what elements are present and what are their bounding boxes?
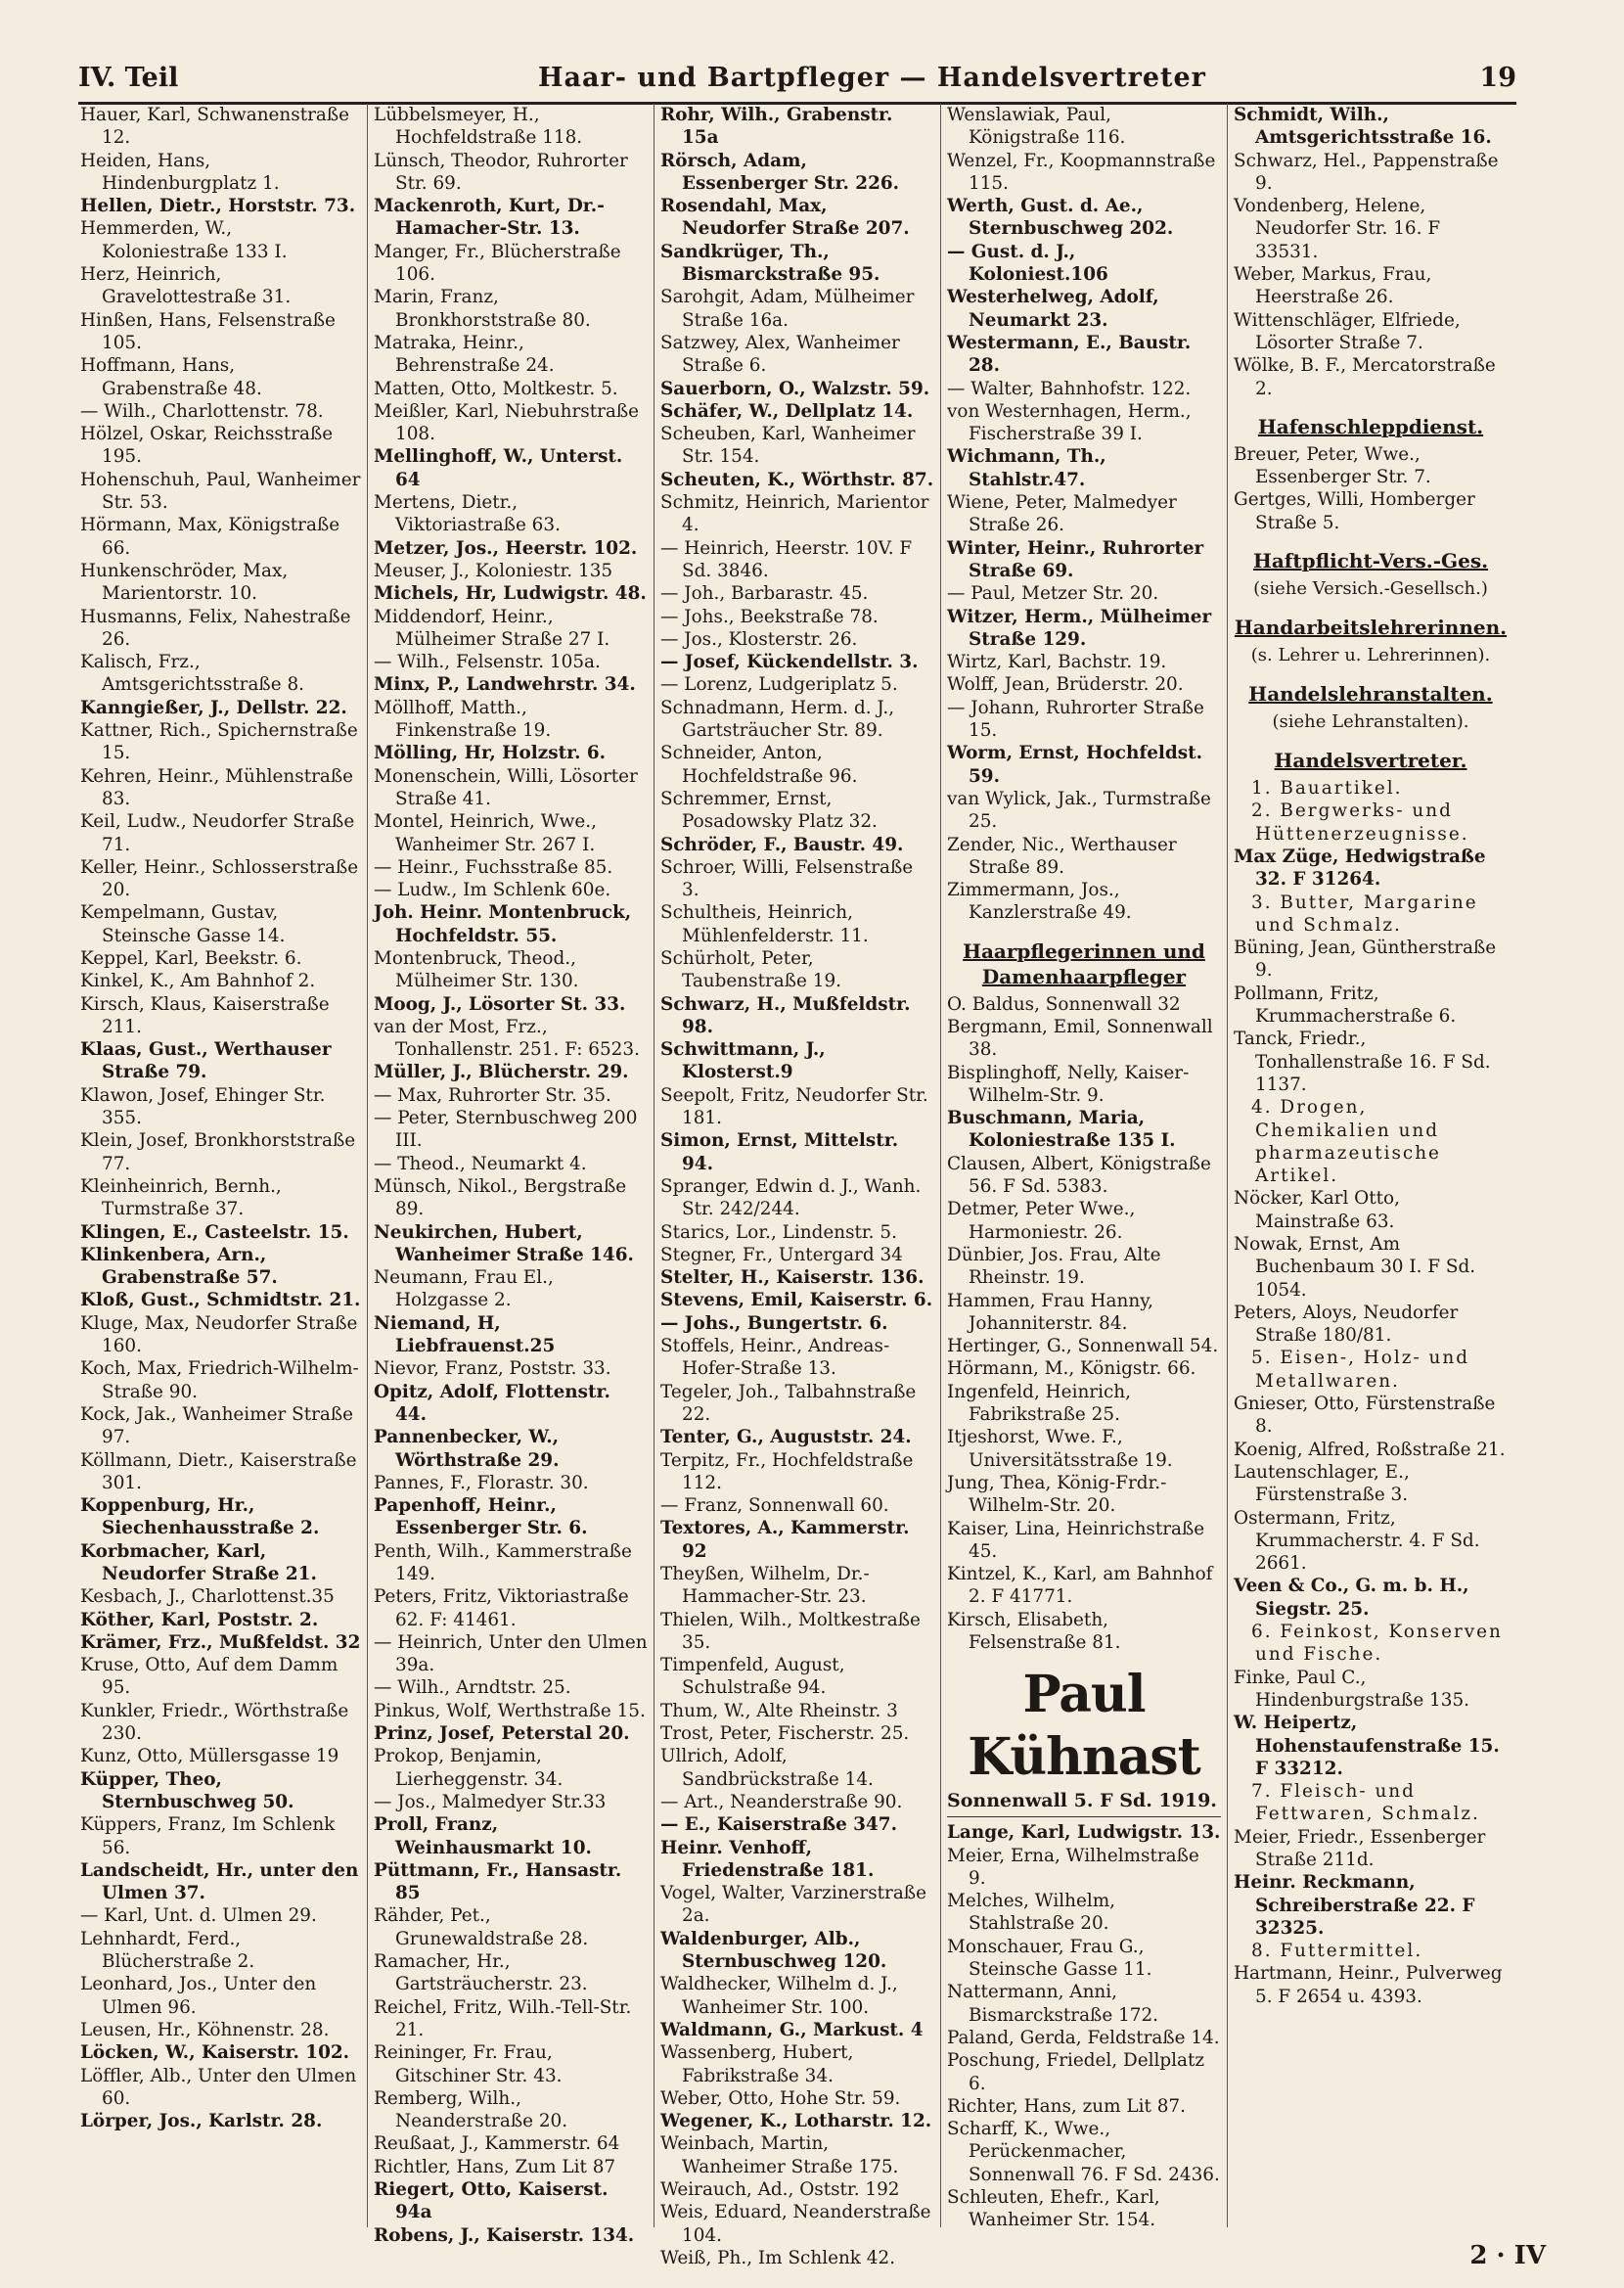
directory-entry: Scheuben, Karl, Wanheimer Str. 154. [660,424,916,468]
directory-entry: Richtler, Hans, Zum Lit 87 [374,2156,616,2177]
directory-entry: Schwittmann, J., Klosterst.9 [660,1039,826,1083]
directory-entry: Kattner, Rich., Spichernstraße 15. [80,720,358,764]
directory-entry: Wölke, B. F., Mercatorstraße 2. [1234,355,1496,399]
directory-entry: Tenter, G., Auguststr. 24. [660,1427,912,1448]
directory-entry: Hölzel, Oskar, Reichsstraße 195. [80,424,334,468]
directory-entry: Lange, Karl, Ludwigstr. 13. [947,1822,1221,1844]
directory-entry: Weber, Markus, Frau, Heerstraße 26. [1234,264,1432,308]
directory-entry: Koppenburg, Hr., Siechenhausstraße 2. [80,1495,320,1539]
section-heading: Hafenschleppdienst. [1257,414,1484,438]
directory-entry: Timpenfeld, August, Schulstraße 94. [660,1655,845,1699]
directory-entry: Reininger, Fr. Frau, Gitschiner Str. 43. [374,2042,563,2086]
directory-entry: Wegener, K., Lotharstr. 12. [660,2111,932,2132]
directory-entry: Mertens, Dietr., Viktoriastraße 63. [374,492,561,536]
directory-entry: Manger, Fr., Blücherstraße 106. [374,241,621,286]
directory-entry: Hammen, Frau Hanny, Johanniterstr. 84. [947,1290,1153,1334]
directory-entry: Trost, Peter, Fischerstr. 25. [660,1723,910,1745]
column-2 [367,104,654,2246]
directory-entry: — Lorenz, Ludgeriplatz 5. [660,674,898,696]
directory-entry: Pannenbecker, W., Wörthstraße 29. [374,1427,560,1471]
column-4 [940,104,1227,2231]
directory-entry: Breuer, Peter, Wwe., Essenberger Str. 7. [1234,443,1431,488]
directory-entry: — Franz, Sonnenwall 60. [660,1495,889,1517]
directory-entry: Köther, Karl, Poststr. 2. [80,1609,319,1630]
directory-entry: Kunkler, Friedr., Wörthstraße 230. [80,1700,349,1745]
directory-entry: Hinßen, Hans, Felsenstraße 105. [80,309,336,353]
directory-entry: Küpper, Theo, Sternbuschweg 50. [80,1768,294,1812]
category-heading: 4. Drogen, Chemikalien und pharmazeutische Artikel. [1251,1097,1441,1187]
directory-entry: — Johs., Bungertstr. 6. [660,1312,888,1334]
advert-address: Sonnenwall 5. F Sd. 1919. [947,1789,1221,1817]
directory-entry: — Walter, Bahnhofstr. 122. [947,378,1192,399]
directory-entry: — Heinrich, Heerstr. 10V. F Sd. 3846. [660,537,913,581]
directory-entry: Detmer, Peter Wwe., Harmoniestr. 26. [947,1199,1136,1243]
directory-entry: — Paul, Metzer Str. 20. [947,583,1159,605]
directory-entry: Hörmann, Max, Königstraße 66. [80,515,340,559]
directory-entry: Schröder, F., Baustr. 49. [660,834,904,855]
directory-entry: Weiß, Ph., Im Schlenk 42. [660,2247,896,2268]
directory-entry: Münsch, Nikol., Bergstraße 89. [374,1175,627,1220]
directory-entry: Waldhecker, Wilhelm d. J., Wanheimer Str. 100. [660,1974,898,2018]
directory-entry: Prinz, Josef, Peterstal 20. [374,1723,630,1745]
directory-entry: Rörsch, Adam, Essenberger Str. 226. [660,150,900,194]
directory-entry: Kunz, Otto, Müllersgasse 19 [80,1746,339,1767]
directory-entry: Lörper, Jos., Karlstr. 28. [80,2111,323,2132]
directory-entry: Kintzel, K., Karl, am Bahnhof 2. F 41771. [947,1564,1213,1608]
directory-entry: Klein, Josef, Bronkhorststraße 77. [80,1130,356,1174]
directory-entry: Stevens, Emil, Kaiserstr. 6. [660,1290,933,1311]
category-heading: 6. Feinkost, Konserven und Fische. [1251,1622,1503,1666]
directory-entry: Müller, J., Blücherstr. 29. [374,1062,629,1083]
directory-entry: Weber, Otto, Hohe Str. 59. [660,2087,901,2109]
directory-entry: Wittenschläger, Elfriede, Lösorter Straße 7. [1234,309,1461,353]
directory-entry: Nowak, Ernst, Am Buchenbaum 30 I. F Sd. 1054. [1234,1233,1476,1301]
directory-entry: Mackenroth, Kurt, Dr.-Hamacher-Str. 13. [374,196,605,240]
directory-entry: Max Züge, Hedwigstraße 32. F 31264. [1234,846,1486,891]
directory-entry: — Jos., Malmedyer Str.33 [374,1791,607,1812]
directory-entry: Wenzel, Fr., Koopmannstraße 115. [947,150,1216,194]
directory-entry: Koenig, Alfred, Roßstraße 21. [1234,1439,1506,1460]
directory-entry: Weinbach, Martin, Wanheimer Straße 175. [660,2133,899,2177]
directory-entry: — Johann, Ruhrorter Straße 15. [947,697,1204,742]
directory-entry: Penth, Wilh., Kammerstraße 149. [374,1540,632,1584]
directory-entry: Kloß, Gust., Schmidtstr. 21. [80,1290,361,1311]
directory-entry: — Ludw., Im Schlenk 60e. [374,880,611,901]
directory-entry: Lübbelsmeyer, H., Hochfeldstraße 118. [374,105,583,149]
column-3 [654,104,940,2268]
directory-entry: Heiden, Hans, Hindenburgplatz 1. [80,150,280,194]
directory-entry: — Heinr., Fuchsstraße 85. [374,856,613,878]
directory-entry: — Wilh., Arndtstr. 25. [374,1677,571,1699]
directory-entry: Reußaat, J., Kammerstr. 64 [374,2133,620,2155]
directory-entry: Vogel, Walter, Varzinerstraße 2a. [660,1883,926,1927]
directory-entry: Rohr, Wilh., Grabenstr. 15a [660,105,893,149]
directory-entry: Middendorf, Heinr., Mülheimer Straße 27 I. [374,606,610,650]
directory-entry: Robens, J., Kaiserstr. 134. [374,2224,635,2246]
directory-entry: Ingenfeld, Heinrich, Fabrikstraße 25. [947,1381,1131,1426]
directory-entry: Schneider, Anton, Hochfeldstraße 96. [660,743,858,787]
directory-entry: Leusen, Hr., Köhnenstr. 28. [80,2019,330,2040]
directory-entry: Finke, Paul C., Hindenburgstraße 135. [1234,1667,1469,1711]
directory-entry: Krämer, Frz., Mußfeldst. 32 [80,1631,361,1653]
directory-entry: Starics, Lor., Lindenstr. 5. [660,1221,897,1243]
directory-entry: Weis, Eduard, Neanderstraße 104. [660,2202,931,2246]
directory-entry: Itjeshorst, Wwe. F., Universitätsstraße 19. [947,1427,1173,1471]
directory-entry: Köllmann, Dietr., Kaiserstraße 301. [80,1449,357,1493]
page-number: 19 [1479,63,1516,93]
category-heading: 1. Bauartikel. [1251,778,1403,800]
directory-entry: Kehren, Heinr., Mühlenstraße 83. [80,765,354,809]
directory-entry: Keil, Ludw., Neudorfer Straße 71. [80,811,355,855]
directory-entry: Wenslawiak, Paul, Königstraße 116. [947,105,1126,149]
directory-entry: Montenbruck, Theod., Mülheimer Str. 130. [374,947,579,992]
category-heading: 7. Fleisch- und Fettwaren, Schmalz. [1251,1781,1480,1825]
directory-entry: Niemand, H, Liebfrauenst.25 [374,1312,556,1357]
category-heading: 5. Eisen-, Holz- und Metallwaren. [1251,1348,1469,1392]
directory-entry: Scheuten, K., Wörthstr. 87. [660,469,934,490]
directory-entry: Klinkenbera, Arn., Grabenstraße 57. [80,1244,278,1289]
directory-entry: Bergmann, Emil, Sonnenwall 38. [947,1016,1213,1061]
directory-entry: Schroer, Willi, Felsenstraße 3. [660,856,914,901]
directory-entry: Löcken, W., Kaiserstr. 102. [80,2042,350,2064]
section-note: (s. Lehrer u. Lehrerinnen). [1250,645,1491,666]
directory-entry: Heinr. Venhoff, Friedenstraße 181. [660,1837,875,1881]
directory-entry: Meuser, J., Koloniestr. 135 [374,560,613,581]
directory-entry: Sarohgit, Adam, Mülheimer Straße 16a. [660,287,915,331]
directory-entry: Waldmann, G., Markust. 4 [660,2019,924,2040]
directory-entry: Büning, Jean, Güntherstraße 9. [1234,938,1497,982]
directory-entry: Weirauch, Ad., Oststr. 192 [660,2179,900,2201]
directory-entry: Meißler, Karl, Niebuhrstraße 108. [374,400,640,445]
directory-entry: Thum, W., Alte Rheinstr. 3 [660,1700,898,1721]
directory-entry: — E., Kaiserstraße 347. [660,1814,897,1836]
directory-entry: Hartmann, Heinr., Pulverweg 5. F 2654 u. 4393. [1234,1963,1503,2007]
directory-entry: Thielen, Wilh., Moltkestraße 35. [660,1609,921,1653]
directory-entry: Meier, Erna, Wilhelmstraße 9. [947,1845,1199,1889]
directory-entry: Korbmacher, Karl, Neudorfer Straße 21. [80,1540,317,1584]
directory-entry: Theyßen, Wilhelm, Dr.-Hammacher-Str. 23. [660,1564,870,1608]
directory-entry: Rähder, Pet., Grunewaldstraße 28. [374,1905,589,1949]
advert-name: Paul Kühnast [968,1665,1200,1788]
directory-entry: Terpitz, Fr., Hochfeldstraße 112. [660,1449,914,1493]
directory-entry: Kruse, Otto, Auf dem Damm 95. [80,1655,338,1699]
directory-entry: Hauer, Karl, Schwanenstraße 12. [80,105,350,149]
directory-entry: Klingen, E., Casteelstr. 15. [80,1221,349,1243]
directory-entry: Kesbach, J., Charlottenst.35 [80,1586,335,1608]
page-header [78,59,1516,105]
directory-entry: Metzer, Jos., Heerstr. 102. [374,537,638,559]
directory-entry: Kaiser, Lina, Heinrichstraße 45. [947,1518,1205,1562]
directory-entry: Sandkrüger, Th., Bismarckstraße 95. [660,241,880,286]
directory-entry: Schäfer, W., Dellplatz 14. [660,400,914,422]
directory-entry: Richter, Hans, zum Lit 87. [947,2095,1186,2117]
directory-entry: Westermann, E., Baustr. 28. [947,332,1192,377]
directory-entry: Matten, Otto, Moltkestr. 5. [374,378,618,399]
directory-entry: Nöcker, Karl Otto, Mainstraße 63. [1234,1188,1400,1232]
directory-entry: Keppel, Karl, Beekstr. 6. [80,947,302,969]
directory-entry: — Art., Neanderstraße 90. [660,1791,903,1812]
directory-entry: Sauerborn, O., Walzstr. 59. [660,378,930,399]
directory-entry: Dünbier, Jos. Frau, Alte Rheinstr. 19. [947,1244,1161,1289]
directory-entry: Püttmann, Fr., Hansastr. 85 [374,1859,622,1904]
directory-entry: Neukirchen, Hubert, Wanheimer Straße 146. [374,1221,634,1265]
directory-entry: Lünsch, Theodor, Ruhrorter Str. 69. [374,150,628,194]
directory-entry: Schmidt, Wilh., Amtsgerichtsstraße 16. [1234,105,1492,149]
directory-entry: Hertinger, G., Sonnenwall 54. [947,1336,1219,1357]
directory-entry: Schürholt, Peter, Taubenstraße 19. [660,947,841,992]
directory-entry: Pinkus, Wolf, Werthstraße 15. [374,1700,646,1721]
directory-entry: — Heinrich, Unter den Ulmen 39a. [374,1631,648,1676]
directory-entry: Keller, Heinr., Schlosserstraße 20. [80,856,359,901]
section-heading: Haarpflegerinnen und Damenhaarpfleger [963,938,1205,988]
directory-entry: Schmitz, Heinrich, Marientor 4. [660,492,929,536]
directory-entry: — Joh., Barbarastr. 45. [660,583,869,605]
directory-entry: Hellen, Dietr., Horststr. 73. [80,196,356,217]
directory-entry: Lautenschlager, E., Fürstenstraße 3. [1234,1461,1410,1506]
directory-entry: Seepolt, Fritz, Neudorfer Str. 181. [660,1084,928,1129]
section-heading: Handarbeitslehrerinnen. [1234,616,1508,640]
directory-entry: Heinr. Reckmann, Schreiberstraße 22. F 32325. [1234,1872,1475,1939]
section-note: (siehe Versich.-Gesellsch.) [1253,578,1488,600]
directory-entry: Herz, Heinrich, Gravelottestraße 31. [80,264,292,308]
directory-entry: Peters, Aloys, Neudorfer Straße 180/81. [1234,1302,1459,1347]
directory-entry: Ramacher, Hr., Gartsträucherstr. 23. [374,1951,588,1995]
directory-entry: Matraka, Heinr., Behrenstraße 24. [374,332,555,377]
directory-entry: Hohenschuh, Paul, Wanheimer Str. 53. [80,469,361,514]
part-label: IV. Teil [78,63,179,93]
directory-entry: — Johs., Beekstraße 78. [660,606,879,627]
directory-entry: Stoffels, Heinr., Andreas-Hofer-Straße 13. [660,1336,890,1380]
section-heading: Haftpflicht-Vers.-Ges. [1252,549,1489,573]
directory-entry: Reichel, Fritz, Wilh.-Tell-Str. 21. [374,1996,632,2040]
directory-entry: Kinkel, K., Am Bahnhof 2. [80,971,316,992]
directory-entry: Worm, Ernst, Hochfeldst. 59. [947,743,1203,787]
directory-entry: Pannes, F., Florastr. 30. [374,1472,589,1493]
directory-entry: Tanck, Friedr., Tonhallenstraße 16. F Sd. 1137. [1234,1029,1491,1095]
directory-entry: Bisplinghoff, Nelly, Kaiser-Wilhelm-Str. 9. [947,1062,1190,1106]
directory-entry: — Max, Ruhrorter Str. 35. [374,1084,611,1106]
directory-entry: Kock, Jak., Wanheimer Straße 97. [80,1403,354,1448]
directory-entry: van Wylick, Jak., Turmstraße 25. [947,788,1211,833]
directory-entry: Neumann, Frau El., Holzgasse 2. [374,1267,554,1311]
directory-entry: Klaas, Gust., Werthauser Straße 79. [80,1039,332,1083]
directory-entry: — Jos., Klosterstr. 26. [660,628,858,650]
directory-entry: Tegeler, Joh., Talbahnstraße 22. [660,1381,917,1425]
directory-entry: Kleinheinrich, Bernh., Turmstraße 37. [80,1175,282,1220]
column-5 [1227,104,1513,2227]
directory-entry: Waldenburger, Alb., Sternbuschweg 120. [660,1928,887,1973]
directory-entry: — Peter, Sternbuschweg 200 III. [374,1108,638,1152]
directory-entry: Stegner, Fr., Untergard 34 [660,1244,903,1265]
directory-entry: Zimmermann, Jos., Kanzlerstraße 49. [947,880,1132,924]
directory-entry: Michels, Hr, Ludwigstr. 48. [374,583,647,605]
directory-entry: Montel, Heinrich, Wwe., Wanheimer Str. 267 I. [374,811,597,855]
directory-entry: Pollmann, Fritz, Krummacherstraße 6. [1234,983,1457,1028]
directory-entry: Marin, Franz, Bronkhorststraße 80. [374,287,591,331]
directory-entry: Kempelmann, Gustav, Steinsche Gasse 14. [80,902,286,946]
directory-entry: Nievor, Franz, Poststr. 33. [374,1358,611,1380]
directory-entry: — Karl, Unt. d. Ulmen 29. [80,1905,317,1927]
directory-entry: Werth, Gust. d. Ae., Sternbuschweg 202. [947,196,1174,240]
directory-entry: Schwarz, Hel., Pappenstraße 9. [1234,150,1499,194]
category-heading: 8. Futtermittel. [1251,1941,1423,1962]
directory-entry: W. Heipertz, Hohenstaufenstraße 15. F 33212. [1234,1713,1500,1779]
directory-entry: Vondenberg, Helene, Neudorfer Str. 16. F 33531. [1234,196,1441,262]
directory-entry: Minx, P., Landwehrstr. 34. [374,674,636,696]
directory-entry: Mölling, Hr, Holzstr. 6. [374,743,607,764]
directory-entry: Spranger, Edwin d. J., Wanh. Str. 242/244. [660,1175,922,1220]
directory-entry: Wiene, Peter, Malmedyer Straße 26. [947,492,1177,536]
directory-entry: Jung, Thea, König-Frdr.-Wilhelm-Str. 20. [947,1472,1167,1517]
directory-entry: Hoffmann, Hans, Grabenstraße 48. [80,355,262,399]
directory-entry: Landscheidt, Hr., unter den Ulmen 37. [80,1859,359,1904]
section-note: (siehe Lehranstalten). [1272,711,1469,733]
directory-entry: Westerhelweg, Adolf, Neumarkt 23. [947,287,1159,331]
directory-entry: Löffler, Alb., Unter den Ulmen 60. [80,2065,357,2109]
running-title: Haar- und Bartpfleger — Handelsvertreter [538,63,1206,93]
directory-entry: Zender, Nic., Werthauser Straße 89. [947,834,1177,878]
directory-entry: Textores, A., Kammerstr. 92 [660,1518,910,1562]
directory-entry: Gertges, Willi, Homberger Straße 5. [1234,489,1475,533]
directory-entry: Poschung, Friedel, Dellplatz 6. [947,2050,1205,2094]
directory-entry: Schultheis, Heinrich, Mühlenfelderstr. 11. [660,902,869,946]
directory-entry: Küppers, Franz, Im Schlenk 56. [80,1814,336,1858]
directory-entry: Opitz, Adolf, Flottenstr. 44. [374,1381,610,1425]
directory-entry: Hunkenschröder, Max, Marientorstr. 10. [80,560,289,605]
directory-entry: — Wilh., Felsenstr. 105a. [374,652,601,673]
directory-entry: Wichmann, Th., Stahlstr.47. [947,446,1106,490]
directory-entry: Monenschein, Willi, Lösorter Straße 41. [374,765,638,809]
directory-entry: — Josef, Kückendellstr. 3. [660,652,919,673]
directory-entry: Leonhard, Jos., Unter den Ulmen 96. [80,1974,317,2018]
directory-entry: Kalisch, Frz., Amtsgerichtsstraße 8. [80,652,304,696]
directory-entry: Riegert, Otto, Kaiserst. 94a [374,2179,609,2223]
directory-entry: Rosendahl, Max, Neudorfer Straße 207. [660,196,910,240]
directory-entry: Moog, J., Lösorter St. 33. [374,993,626,1015]
directory-entry: Papenhoff, Heinr., Essenberger Str. 6. [374,1495,588,1539]
section-heading: Handelslehranstalten. [1248,682,1493,707]
directory-entry: Lehnhardt, Ferd., Blücherstraße 2. [80,1928,255,1973]
directory-entry: Gnieser, Otto, Fürstenstraße 8. [1234,1394,1496,1438]
directory-entry: Proll, Franz, Weinhausmarkt 10. [374,1814,592,1858]
directory-entry: Schwarz, H., Mußfeldstr. 98. [660,993,911,1037]
directory-entry: Witzer, Herm., Mülheimer Straße 129. [947,606,1212,650]
directory-entry: Kanngießer, J., Dellstr. 22. [80,697,347,718]
directory-entry: Meier, Friedr., Essenberger Straße 211d. [1234,1826,1486,1870]
directory-entry: Peters, Fritz, Viktoriastraße 62. F: 41461. [374,1586,629,1630]
category-heading: 2. Bergwerks- und Hüttenerzeugnisse. [1251,801,1469,845]
directory-entry: — Theod., Neumarkt 4. [374,1153,587,1174]
directory-entry: Buschmann, Maria, Koloniestraße 135 I. [947,1108,1176,1152]
directory-entry: Wassenberg, Hubert, Fabrikstraße 34. [660,2042,854,2086]
directory-entry: — Gust. d. J., Koloniest.106 [947,241,1108,286]
directory-entry: Wirtz, Karl, Bachstr. 19. [947,652,1167,673]
directory-entry: O. Baldus, Sonnenwall 32 [947,993,1181,1015]
directory-entry: Koch, Max, Friedrich-Wilhelm-Straße 90. [80,1358,359,1402]
column-1 [80,104,367,2227]
directory-entry: Ullrich, Adolf, Sandbrückstraße 14. [660,1746,874,1790]
directory-entry: Kluge, Max, Neudorfer Straße 160. [80,1312,358,1357]
directory-entry: Mellinghoff, W., Unterst. 64 [374,446,623,490]
directory-entry: Joh. Heinr. Montenbruck, Hochfeldstr. 55. [374,902,632,946]
directory-entry: Husmanns, Felix, Nahestraße 26. [80,606,351,650]
directory-entry: Kirsch, Klaus, Kaiserstraße 211. [80,993,330,1037]
directory-entry: Paland, Gerda, Feldstraße 14. [947,2027,1220,2048]
directory-entry: Scharff, K., Wwe., Perückenmacher, Sonnenwall 76. F Sd. 2436. [947,2119,1220,2185]
directory-entry: Klawon, Josef, Ehinger Str. 355. [80,1084,326,1129]
directory-entry: Veen & Co., G. m. b. H., Siegstr. 25. [1234,1576,1469,1620]
directory-entry: Simon, Ernst, Mittelstr. 94. [660,1130,899,1174]
directory-entry: Remberg, Wilh., Neanderstraße 20. [374,2087,568,2132]
directory-entry: Schnadmann, Herm. d. J., Gartsträucher Str. 89. [660,697,895,742]
directory-entry: Hörmann, M., Königstr. 66. [947,1358,1196,1380]
directory-entry: Monschauer, Frau G., Steinsche Gasse 11. [947,1936,1152,1981]
directory-entry: — Wilh., Charlottenstr. 78. [80,400,324,422]
directory-entry: Schleuten, Ehefr., Karl, Wanheimer Str. 154. [947,2187,1160,2231]
directory-entry: van der Most, Frz., Tonhallenstr. 251. F: 6523. [374,1016,640,1061]
directory-entry: Möllhoff, Matth., Finkenstraße 19. [374,697,552,742]
directory-entry: Stelter, H., Kaiserstr. 136. [660,1267,925,1289]
directory-entry: Kirsch, Elisabeth, Felsenstraße 81. [947,1609,1121,1653]
footer-signature: 2 · IV [1469,2241,1546,2270]
directory-entry: Nattermann, Anni, Bismarckstraße 172. [947,1982,1159,2026]
directory-entry: Prokop, Benjamin, Lierheggenstr. 34. [374,1746,564,1790]
directory-entry: Satzwey, Alex, Wanheimer Straße 6. [660,332,900,377]
directory-entry: Wolff, Jean, Brüderstr. 20. [947,674,1184,696]
section-heading: Handelsvertreter. [1274,749,1467,773]
directory-entry: von Westernhagen, Herm., Fischerstraße 39 I. [947,400,1192,445]
directory-entry: Ostermann, Fritz, Krummacherstr. 4. F Sd. 2661. [1234,1507,1480,1575]
directory-entry: Clausen, Albert, Königstraße 56. F Sd. 5383. [947,1153,1211,1198]
directory-entry: Winter, Heinr., Ruhrorter Straße 69. [947,537,1204,581]
directory-entry: Schremmer, Ernst, Posadowsky Platz 32. [660,788,878,833]
directory-entry: Melches, Wilhelm, Stahlstraße 20. [947,1891,1115,1935]
directory-entry: Hemmerden, W., Koloniestraße 133 I. [80,218,288,262]
category-heading: 3. Butter, Margarine und Schmalz. [1251,892,1478,936]
